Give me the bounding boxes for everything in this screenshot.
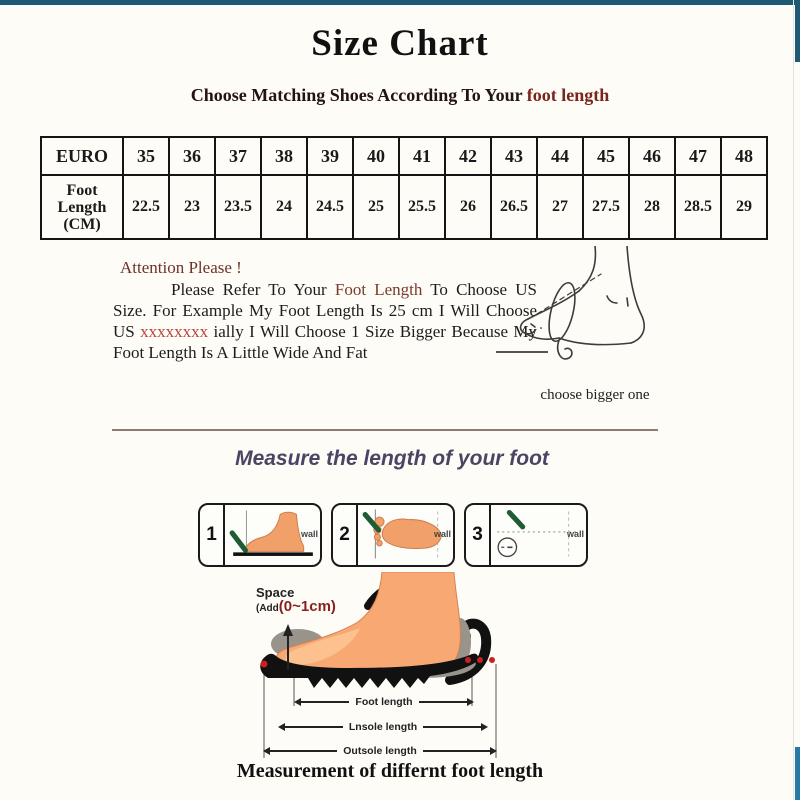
foot-length-cell: 25 xyxy=(353,175,399,239)
panel-1-art xyxy=(225,505,320,565)
subtitle-accent-text: foot length xyxy=(526,85,610,105)
attention-heading: Attention Please ! xyxy=(120,258,242,277)
euro-size-cell: 48 xyxy=(721,137,767,175)
space-label-line1: Space xyxy=(256,585,295,600)
measure-step-panel-3 xyxy=(464,503,588,567)
wall-label: wall xyxy=(566,529,584,539)
euro-size-row xyxy=(41,137,767,175)
euro-size-cell: 43 xyxy=(491,137,537,175)
page-title: Size Chart xyxy=(311,23,489,64)
outsole-length-label: Outsole length xyxy=(343,745,417,757)
foot-length-cell: 24.5 xyxy=(307,175,353,239)
measure-line-segment xyxy=(270,750,337,752)
attention-text-2: To Choose US Size. For Example My Foot Length Is 25 cm I Will Choose US xyxy=(113,280,537,341)
foot-length-cell: 23 xyxy=(169,175,215,239)
panel-2-art xyxy=(358,505,453,565)
bottom-caption: Measurement of differnt foot length xyxy=(236,760,544,782)
euro-row-label: EURO xyxy=(41,137,123,175)
measure-line-segment xyxy=(423,726,481,728)
measure-line-segment xyxy=(285,726,343,728)
euro-size-cell: 36 xyxy=(169,137,215,175)
insole-length-measure-line xyxy=(278,721,488,733)
toe-space-label xyxy=(256,586,336,616)
euro-size-cell: 47 xyxy=(675,137,721,175)
euro-size-cell: 37 xyxy=(215,137,261,175)
foot-length-row-label: Foot Length (CM) xyxy=(41,175,123,239)
foot-length-cell: 28.5 xyxy=(675,175,721,239)
foot-length-cell: 28 xyxy=(629,175,675,239)
foot-measuring-sketch-illustration xyxy=(515,246,690,376)
euro-size-cell: 39 xyxy=(307,137,353,175)
euro-size-cell: 40 xyxy=(353,137,399,175)
foot-length-cell: 24 xyxy=(261,175,307,239)
euro-size-cell: 35 xyxy=(123,137,169,175)
panel-3-art xyxy=(491,505,586,565)
foot-length-cell: 26 xyxy=(445,175,491,239)
euro-size-cell: 45 xyxy=(583,137,629,175)
foot-length-row xyxy=(41,175,767,239)
space-label-add: (Add xyxy=(256,603,279,614)
attention-text-3: ially I Will Choose 1 Size Bigger Because My Foot Length Is A Little Wide And Fat xyxy=(113,322,537,362)
wall-label: wall xyxy=(433,529,451,539)
measure-line-segment xyxy=(423,750,490,752)
foot-length-measurement-diagram xyxy=(250,572,510,772)
measure-step-panel-2 xyxy=(331,503,455,567)
right-edge-line xyxy=(793,0,794,800)
panel-number: 2 xyxy=(333,505,358,565)
outsole-length-measure-line xyxy=(263,745,497,757)
foot-length-cell: 26.5 xyxy=(491,175,537,239)
right-border-bottom xyxy=(795,747,800,800)
foot-length-cell: 27 xyxy=(537,175,583,239)
subtitle-main-text: Choose Matching Shoes According To Your xyxy=(190,85,527,105)
attention-text-1: Please Refer To Your xyxy=(171,280,335,299)
attention-accent-foot-length: Foot Length xyxy=(334,280,423,299)
foot-length-cell: 23.5 xyxy=(215,175,261,239)
insole-length-label: Lnsole length xyxy=(348,721,418,733)
panel-number: 3 xyxy=(466,505,491,565)
choose-bigger-note: choose bigger one xyxy=(540,387,650,403)
measure-line-segment xyxy=(301,701,349,703)
attention-paragraph xyxy=(113,279,537,363)
foot-length-cell: 29 xyxy=(721,175,767,239)
euro-size-cell: 41 xyxy=(399,137,445,175)
section-divider xyxy=(112,429,658,431)
measure-section-heading: Measure the length of your foot xyxy=(235,447,549,470)
foot-length-measure-line xyxy=(294,696,474,708)
euro-size-cell: 42 xyxy=(445,137,491,175)
attention-redacted-x: xxxxxxxx xyxy=(140,322,209,341)
top-border-line xyxy=(0,0,800,5)
euro-size-cell: 38 xyxy=(261,137,307,175)
measure-step-panel-1 xyxy=(198,503,322,567)
size-chart-table xyxy=(40,136,768,240)
euro-size-cell: 46 xyxy=(629,137,675,175)
euro-size-cell: 44 xyxy=(537,137,583,175)
measuring-steps-panels xyxy=(198,503,588,569)
foot-length-cell: 22.5 xyxy=(123,175,169,239)
space-label-range: (0~1cm) xyxy=(278,598,336,615)
panel-number: 1 xyxy=(200,505,225,565)
measure-line-segment xyxy=(419,701,467,703)
page-subtitle xyxy=(0,85,800,106)
foot-length-cell: 27.5 xyxy=(583,175,629,239)
foot-length-label: Foot length xyxy=(355,696,413,708)
wall-label: wall xyxy=(300,529,318,539)
foot-length-cell: 25.5 xyxy=(399,175,445,239)
